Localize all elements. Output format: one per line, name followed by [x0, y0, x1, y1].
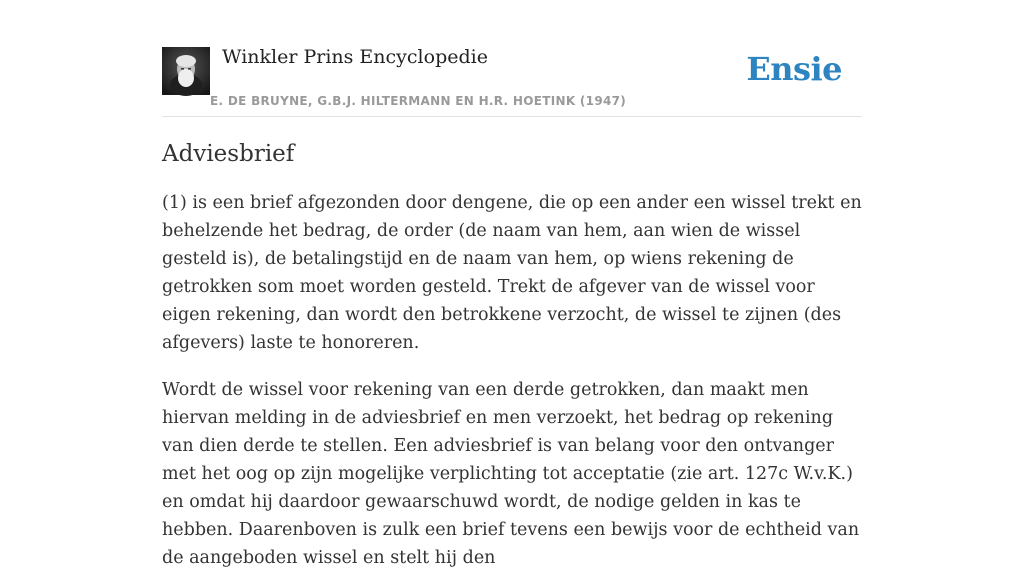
author-portrait-icon [162, 47, 210, 95]
article-title: Adviesbrief [162, 141, 295, 167]
article-paragraph: (1) is een brief afgezonden door dengene, die op een ander een wissel trekt en behelzende het bedrag, de order (de naam van hem, aan wien de wissel gesteld is), de betalingstijd en de naam van hem, op wiens rekening de getrokken som moet worden gesteld. Trekt de afgever van de wissel voor eigen rekening, dan wordt den betrokkene verzocht, de wissel te zijnen (des afgevers) laste te honoreren. [162, 193, 862, 353]
article [162, 138, 862, 572]
ensie-logo[interactable]: Ensie [746, 50, 842, 88]
source-authors: E. DE BRUYNE, G.B.J. HILTERMANN EN H.R. HOETINK (1947) [210, 94, 627, 108]
source-title[interactable]: Winkler Prins Encyclopedie [222, 46, 488, 68]
source-header [162, 40, 862, 117]
article-paragraph: Wordt de wissel voor rekening van een derde getrokken, dan maakt men hiervan melding in de adviesbrief en men verzoekt, het bedrag op rekening van dien derde te stellen. Een adviesbrief is van belang voor den ontvanger met het oog op zijn mogelijke verplichting tot acceptatie (zie art. 127c W.v.K.) en omdat hij daardoor gewaarschuwd wordt, de nodige gelden in kas te hebben. Daarenboven is zulk een brief tevens een bewijs voor de echtheid van de aangeboden wissel en stelt hij den [162, 380, 860, 568]
author-avatar[interactable] [162, 47, 210, 95]
